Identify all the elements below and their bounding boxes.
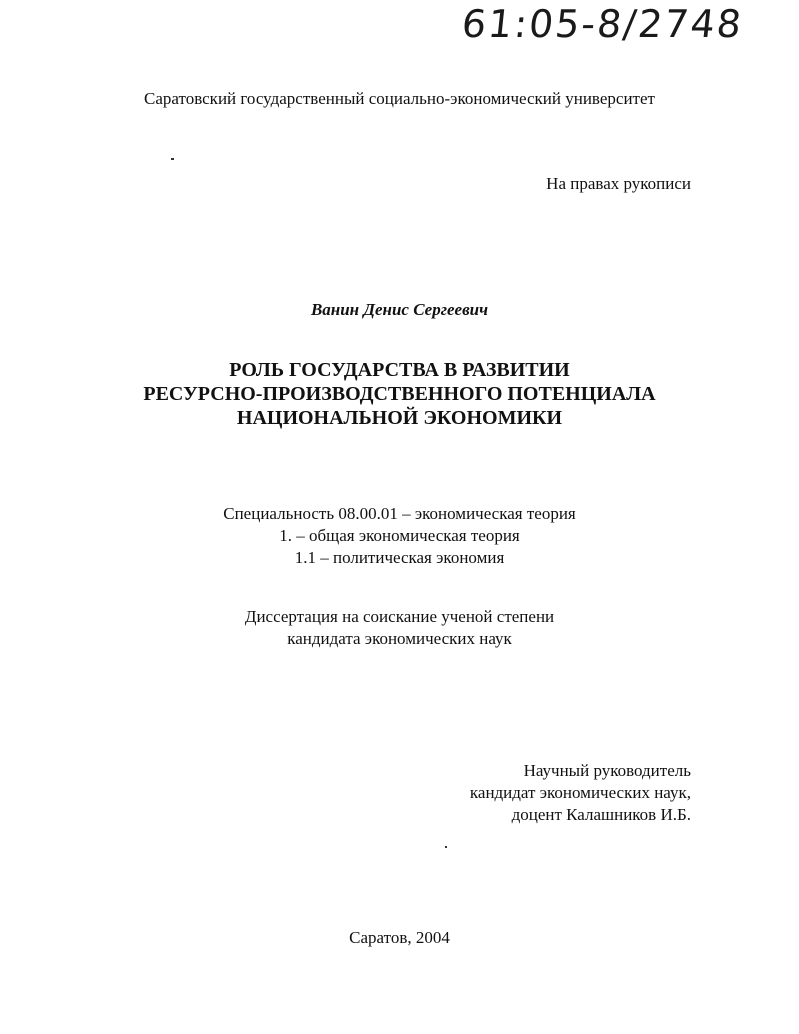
scan-speck (171, 158, 174, 160)
handwritten-archive-code: 61:05-8/2748 (459, 2, 746, 46)
title-line-3: НАЦИОНАЛЬНОЙ ЭКОНОМИКИ (236, 407, 563, 429)
scan-speck (445, 846, 447, 848)
specialty-line-3: 1.1 – политическая экономия (294, 548, 505, 567)
supervisor-line-3: доцент Калашников И.Б. (511, 805, 691, 824)
city-year: Саратов, 2004 (349, 928, 450, 947)
supervisor-line-2: кандидат экономических наук, (469, 783, 691, 802)
title-line-1: РОЛЬ ГОСУДАРСТВА В РАЗВИТИИ (229, 359, 570, 381)
specialty-block (0, 503, 799, 569)
author-name: Ванин Денис Сергеевич (310, 300, 489, 319)
dissertation-title (0, 358, 799, 430)
supervisor-line-1: Научный руководитель (523, 761, 691, 780)
university-name: Саратовский государственный социально-экономический университет (144, 89, 655, 108)
rights-note: На правах рукописи (546, 174, 691, 193)
degree-statement (0, 606, 799, 650)
degree-line-2: кандидата экономических наук (287, 629, 512, 648)
title-line-2: РЕСУРСНО-ПРОИЗВОДСТВЕННОГО ПОТЕНЦИАЛА (143, 383, 656, 405)
specialty-line-1: Специальность 08.00.01 – экономическая теория (223, 504, 576, 523)
supervisor-block (470, 760, 691, 826)
specialty-line-2: 1. – общая экономическая теория (279, 526, 520, 545)
degree-line-1: Диссертация на соискание ученой степени (244, 607, 555, 626)
